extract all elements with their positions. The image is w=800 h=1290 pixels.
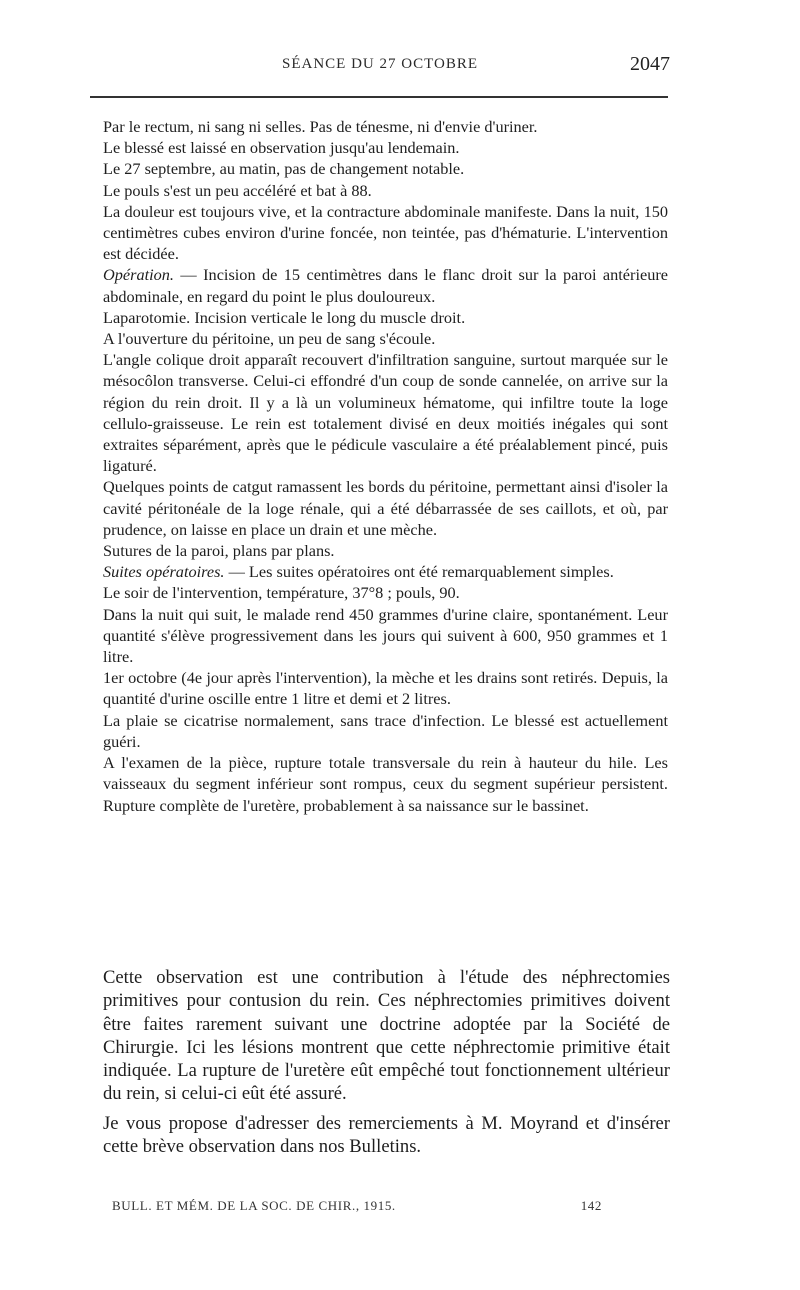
section-lead: Opération.: [103, 265, 174, 285]
running-header: [90, 53, 670, 86]
header-rule: [90, 96, 668, 98]
paragraph: Le pouls s'est un peu accéléré et bat à 88.: [103, 180, 372, 200]
paragraph: 1er octobre (4e jour après l'intervention), la mèche et les drains sont retirés. Depuis, la quantité d'urine oscille entre 1 litre et demi et 2 litres.: [103, 668, 668, 709]
header-title: SÉANCE DU 27 OCTOBRE: [282, 56, 478, 72]
paragraph: Le blessé est laissé en observation jusqu'au lendemain.: [103, 138, 460, 158]
paragraph: La plaie se cicatrise normalement, sans trace d'infection. Le blessé est actuellement guéri.: [103, 710, 668, 751]
paragraph: Quelques points de catgut ramassent les bords du péritoine, permettant ainsi d'isoler la cavité péritonéale de la loge rénale, qui a été débarrassée de ses caillots, et où, par prudence, on laisse en place un drain et une mèche.: [103, 477, 668, 539]
footer-signature: 142: [580, 1198, 602, 1213]
paragraph: A l'ouverture du péritoine, un peu de sang s'écoule.: [103, 329, 436, 349]
paragraph: Laparotomie. Incision verticale le long du muscle droit.: [103, 307, 466, 327]
conclusion-text: [103, 966, 670, 1158]
paragraph: Sutures de la paroi, plans par plans.: [103, 541, 335, 561]
paragraph: La douleur est toujours vive, et la contracture abdominale manifeste. Dans la nuit, 150 centimètres cubes environ d'urine foncée, non teintée, pas d'hématurie. L'intervention est décidée.: [103, 201, 668, 264]
paragraph: Par le rectum, ni sang ni selles. Pas de ténesme, ni d'envie d'uriner.: [103, 117, 538, 136]
paragraph: Dans la nuit qui suit, le malade rend 450 grammes d'urine claire, spontanément. Leur quantité s'élève progressivement dans les jours qui suivent à 600, 950 grammes et 1 litre.: [103, 604, 668, 667]
paragraph: Opération. — Incision de 15 centimètres dans le flanc droit sur la paroi antérieure abdominale, en regard du point le plus douloureux.: [103, 265, 668, 306]
paragraph: Le 27 septembre, au matin, pas de changement notable.: [103, 159, 465, 179]
observation-text: [103, 116, 668, 816]
section-lead: Suites opératoires.: [103, 562, 225, 582]
paragraph: A l'examen de la pièce, rupture totale transversale du rein à hauteur du hile. Les vaisseaux du segment inférieur sont rompus, ceux du segment supérieur persistent. Rupture complète de l'uretère, probablement à sa naissance sur le bassinet.: [103, 753, 668, 815]
paragraph: Cette observation est une contribution à l'étude des néphrectomies primitives pour contusion du rein. Ces néphrectomies primitives doivent être faites rarement suivant une doctrine adoptée par la Société de Chirurgie. Ici les lésions montrent que cette néphrectomie primitive était indiquée. La rupture de l'uretère eût empêché tout fonctionnement ultérieur du rein, si celui-ci eût été assuré.: [103, 967, 670, 1105]
paragraph: Je vous propose d'adresser des remerciements à M. Moyrand et d'insérer cette brève observation dans nos Bulletins.: [103, 1112, 670, 1158]
paragraph: Le soir de l'intervention, température, 37°8 ; pouls, 90.: [103, 583, 460, 603]
paragraph: Suites opératoires. — Les suites opératoires ont été remarquablement simples.: [103, 562, 614, 582]
page-number: 2047: [630, 53, 670, 75]
paragraph: L'angle colique droit apparaît recouvert d'infiltration sanguine, surtout marquée sur le mésocôlon transverse. Celui-ci effondré d'un coup de sonde cannelée, on arrive sur la région du rein droit. Il y a là un volumineux hématome, qui infiltre toute la loge cellulo-graisseuse. Le rein est totalement divisé en deux moitiés inégales qui sont extraites séparément, après que le pédicule vasculaire a été préalablement pincé, puis ligaturé.: [103, 350, 668, 476]
footer-citation: BULL. ET MÉM. DE LA SOC. DE CHIR., 1915.: [112, 1198, 396, 1213]
